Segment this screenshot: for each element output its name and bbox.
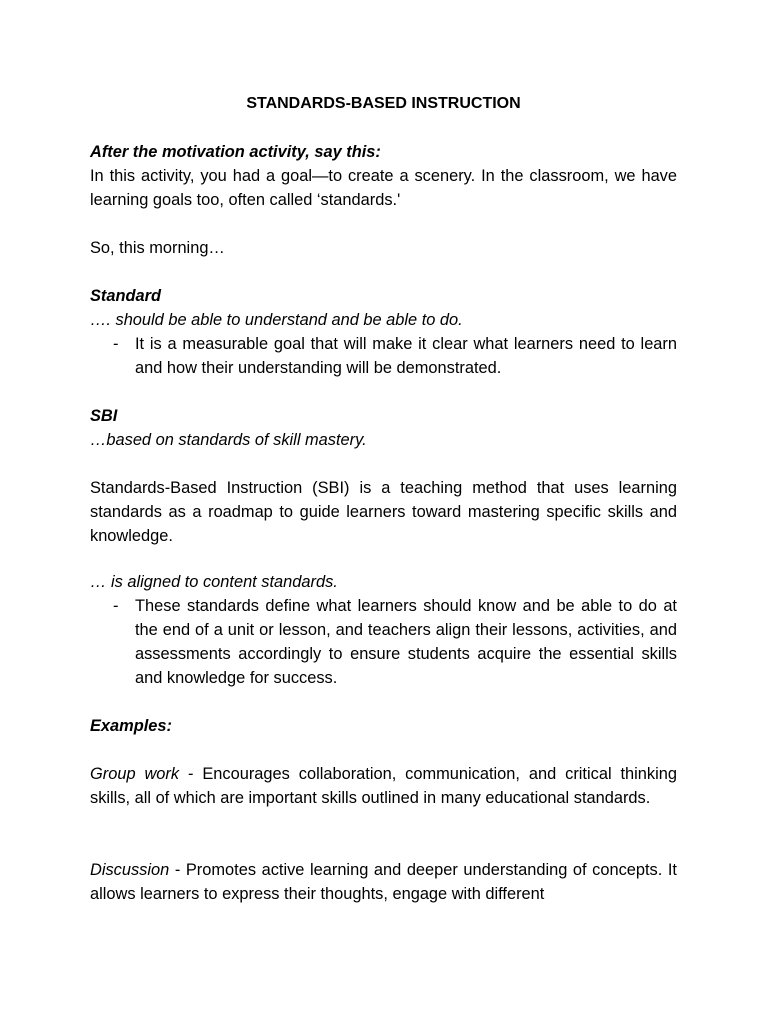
bullet-dash: - bbox=[113, 597, 119, 615]
intro-heading: After the motivation activity, say this: bbox=[90, 143, 381, 161]
examples-heading: Examples: bbox=[90, 717, 172, 735]
sbi-subline: …based on standards of skill mastery. bbox=[90, 431, 367, 449]
document-title: STANDARDS-BASED INSTRUCTION bbox=[246, 95, 521, 112]
example-item bbox=[90, 858, 677, 906]
sbi-heading: SBI bbox=[90, 407, 118, 425]
standard-bullet-text: It is a measurable goal that will make it clear what learners need to learn and how their understanding will be demonstrated. bbox=[135, 335, 677, 377]
sbi-paragraph: Standards-Based Instruction (SBI) is a teaching method that uses learning standards as a roadmap to guide learners toward mastering specific skills and knowledge. bbox=[90, 479, 677, 545]
aligned-bullet bbox=[90, 594, 677, 690]
standard-subline: …. should be able to understand and be able to do. bbox=[90, 311, 463, 329]
standard-heading: Standard bbox=[90, 287, 162, 305]
example-separator: - bbox=[179, 765, 203, 783]
morning-line: So, this morning… bbox=[90, 239, 225, 257]
example-item bbox=[90, 762, 677, 810]
example-text: Promotes active learning and deeper understanding of concepts. It allows learners to express their thoughts, engage with different bbox=[90, 861, 677, 903]
example-text: Encourages collaboration, communication, and critical thinking skills, all of which are important skills outlined in many educational standards. bbox=[90, 765, 677, 807]
bullet-dash: - bbox=[113, 335, 119, 353]
document-page bbox=[90, 0, 677, 1024]
intro-text: In this activity, you had a goal—to create a scenery. In the classroom, we have learning goals too, often called ‘standards.' bbox=[90, 167, 677, 209]
sbi-section bbox=[90, 404, 677, 452]
aligned-section bbox=[90, 570, 677, 690]
intro-section bbox=[90, 140, 677, 212]
aligned-bullet-text: These standards define what learners should know and be able to do at the end of a unit or lesson, and teachers align their lessons, activities, and assessments accordingly to ensure students acquire the essential skills and knowledge for success. bbox=[135, 597, 677, 687]
example-term: Group work bbox=[90, 765, 180, 783]
example-term: Discussion bbox=[90, 861, 170, 879]
standard-bullet bbox=[90, 332, 677, 380]
aligned-subline: … is aligned to content standards. bbox=[90, 573, 338, 591]
example-separator: - bbox=[169, 861, 186, 879]
standard-section bbox=[90, 284, 677, 380]
